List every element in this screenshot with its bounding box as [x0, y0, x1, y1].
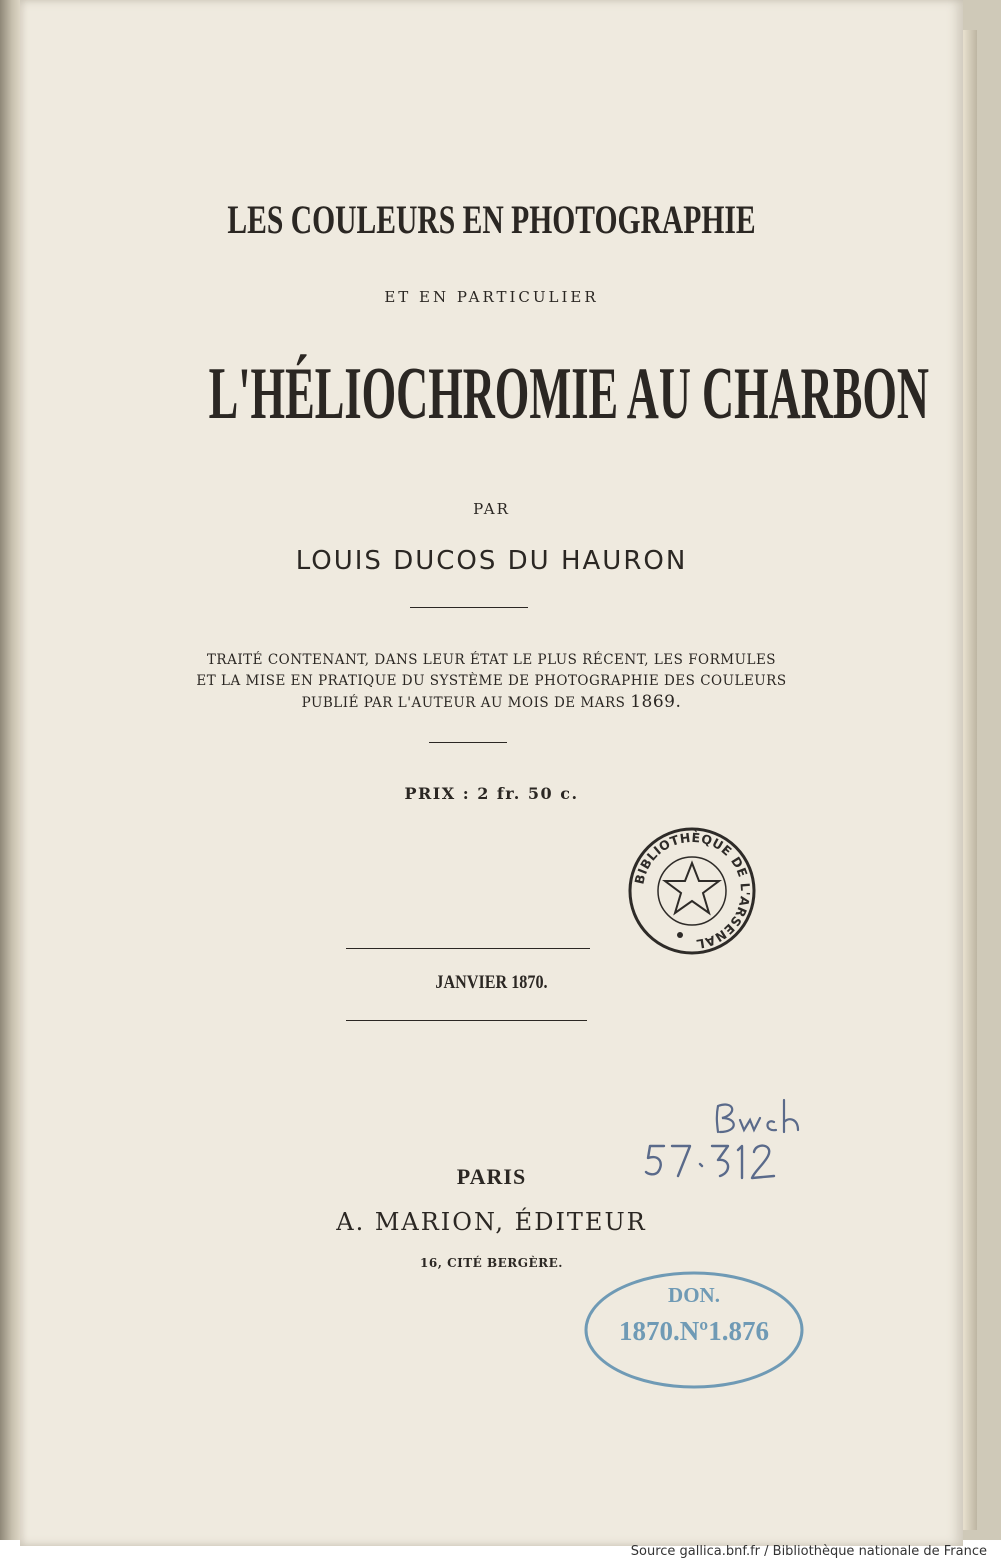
- publication-city: PARIS: [456, 1164, 527, 1189]
- by-label: PAR: [473, 500, 510, 518]
- source-footer: Source gallica.bnf.fr / Bibliothèque nationale de France: [630, 1544, 987, 1559]
- price: PRIX : 2 fr. 50 c.: [404, 784, 579, 803]
- description-line: [20, 692, 963, 714]
- arsenal-library-stamp: [624, 823, 760, 959]
- description-line: TRAITÉ CONTENANT, DANS LEUR ÉTAT LE PLUS RÉCENT, LES FORMULES: [206, 652, 777, 668]
- divider-rule: [429, 742, 507, 743]
- donation-stamp: [582, 1268, 806, 1392]
- divider-rule: [346, 948, 590, 949]
- book-title: LES COULEURS EN PHOTOGRAPHIE: [227, 197, 756, 242]
- publisher: A. MARION, ÉDITEUR: [336, 1208, 647, 1236]
- description-year: 1869.: [630, 692, 682, 712]
- description-line: ET LA MISE EN PRATIQUE DU SYSTÈME DE PHOTOGRAPHIE DES COULEURS: [196, 673, 787, 689]
- divider-rule: [410, 607, 528, 608]
- publication-date: JANVIER 1870.: [435, 972, 548, 993]
- description-line-text: PUBLIÉ PAR L'AUTEUR AU MOIS DE MARS: [301, 695, 626, 711]
- title-connector: ET EN PARTICULIER: [384, 288, 599, 306]
- main-title: L'HÉLIOCHROMIE AU CHARBON: [208, 353, 929, 435]
- publisher-address: 16, CITÉ BERGÈRE.: [420, 1256, 563, 1270]
- book-spine-edge: [0, 0, 20, 1540]
- handwritten-shelfmark: [638, 1094, 818, 1184]
- divider-rule: [346, 1020, 587, 1021]
- donation-stamp-label: DON.: [668, 1283, 720, 1307]
- title-page: [20, 0, 963, 1546]
- description: [20, 650, 963, 714]
- donation-stamp-number: 1870.Nº1.876: [619, 1316, 769, 1346]
- svg-text:BIBLIOTHÈQUE DE L'ARSENAL: BIBLIOTHÈQUE DE L'ARSENAL: [631, 829, 754, 952]
- author-name: LOUIS DUCOS DU HAURON: [295, 546, 688, 576]
